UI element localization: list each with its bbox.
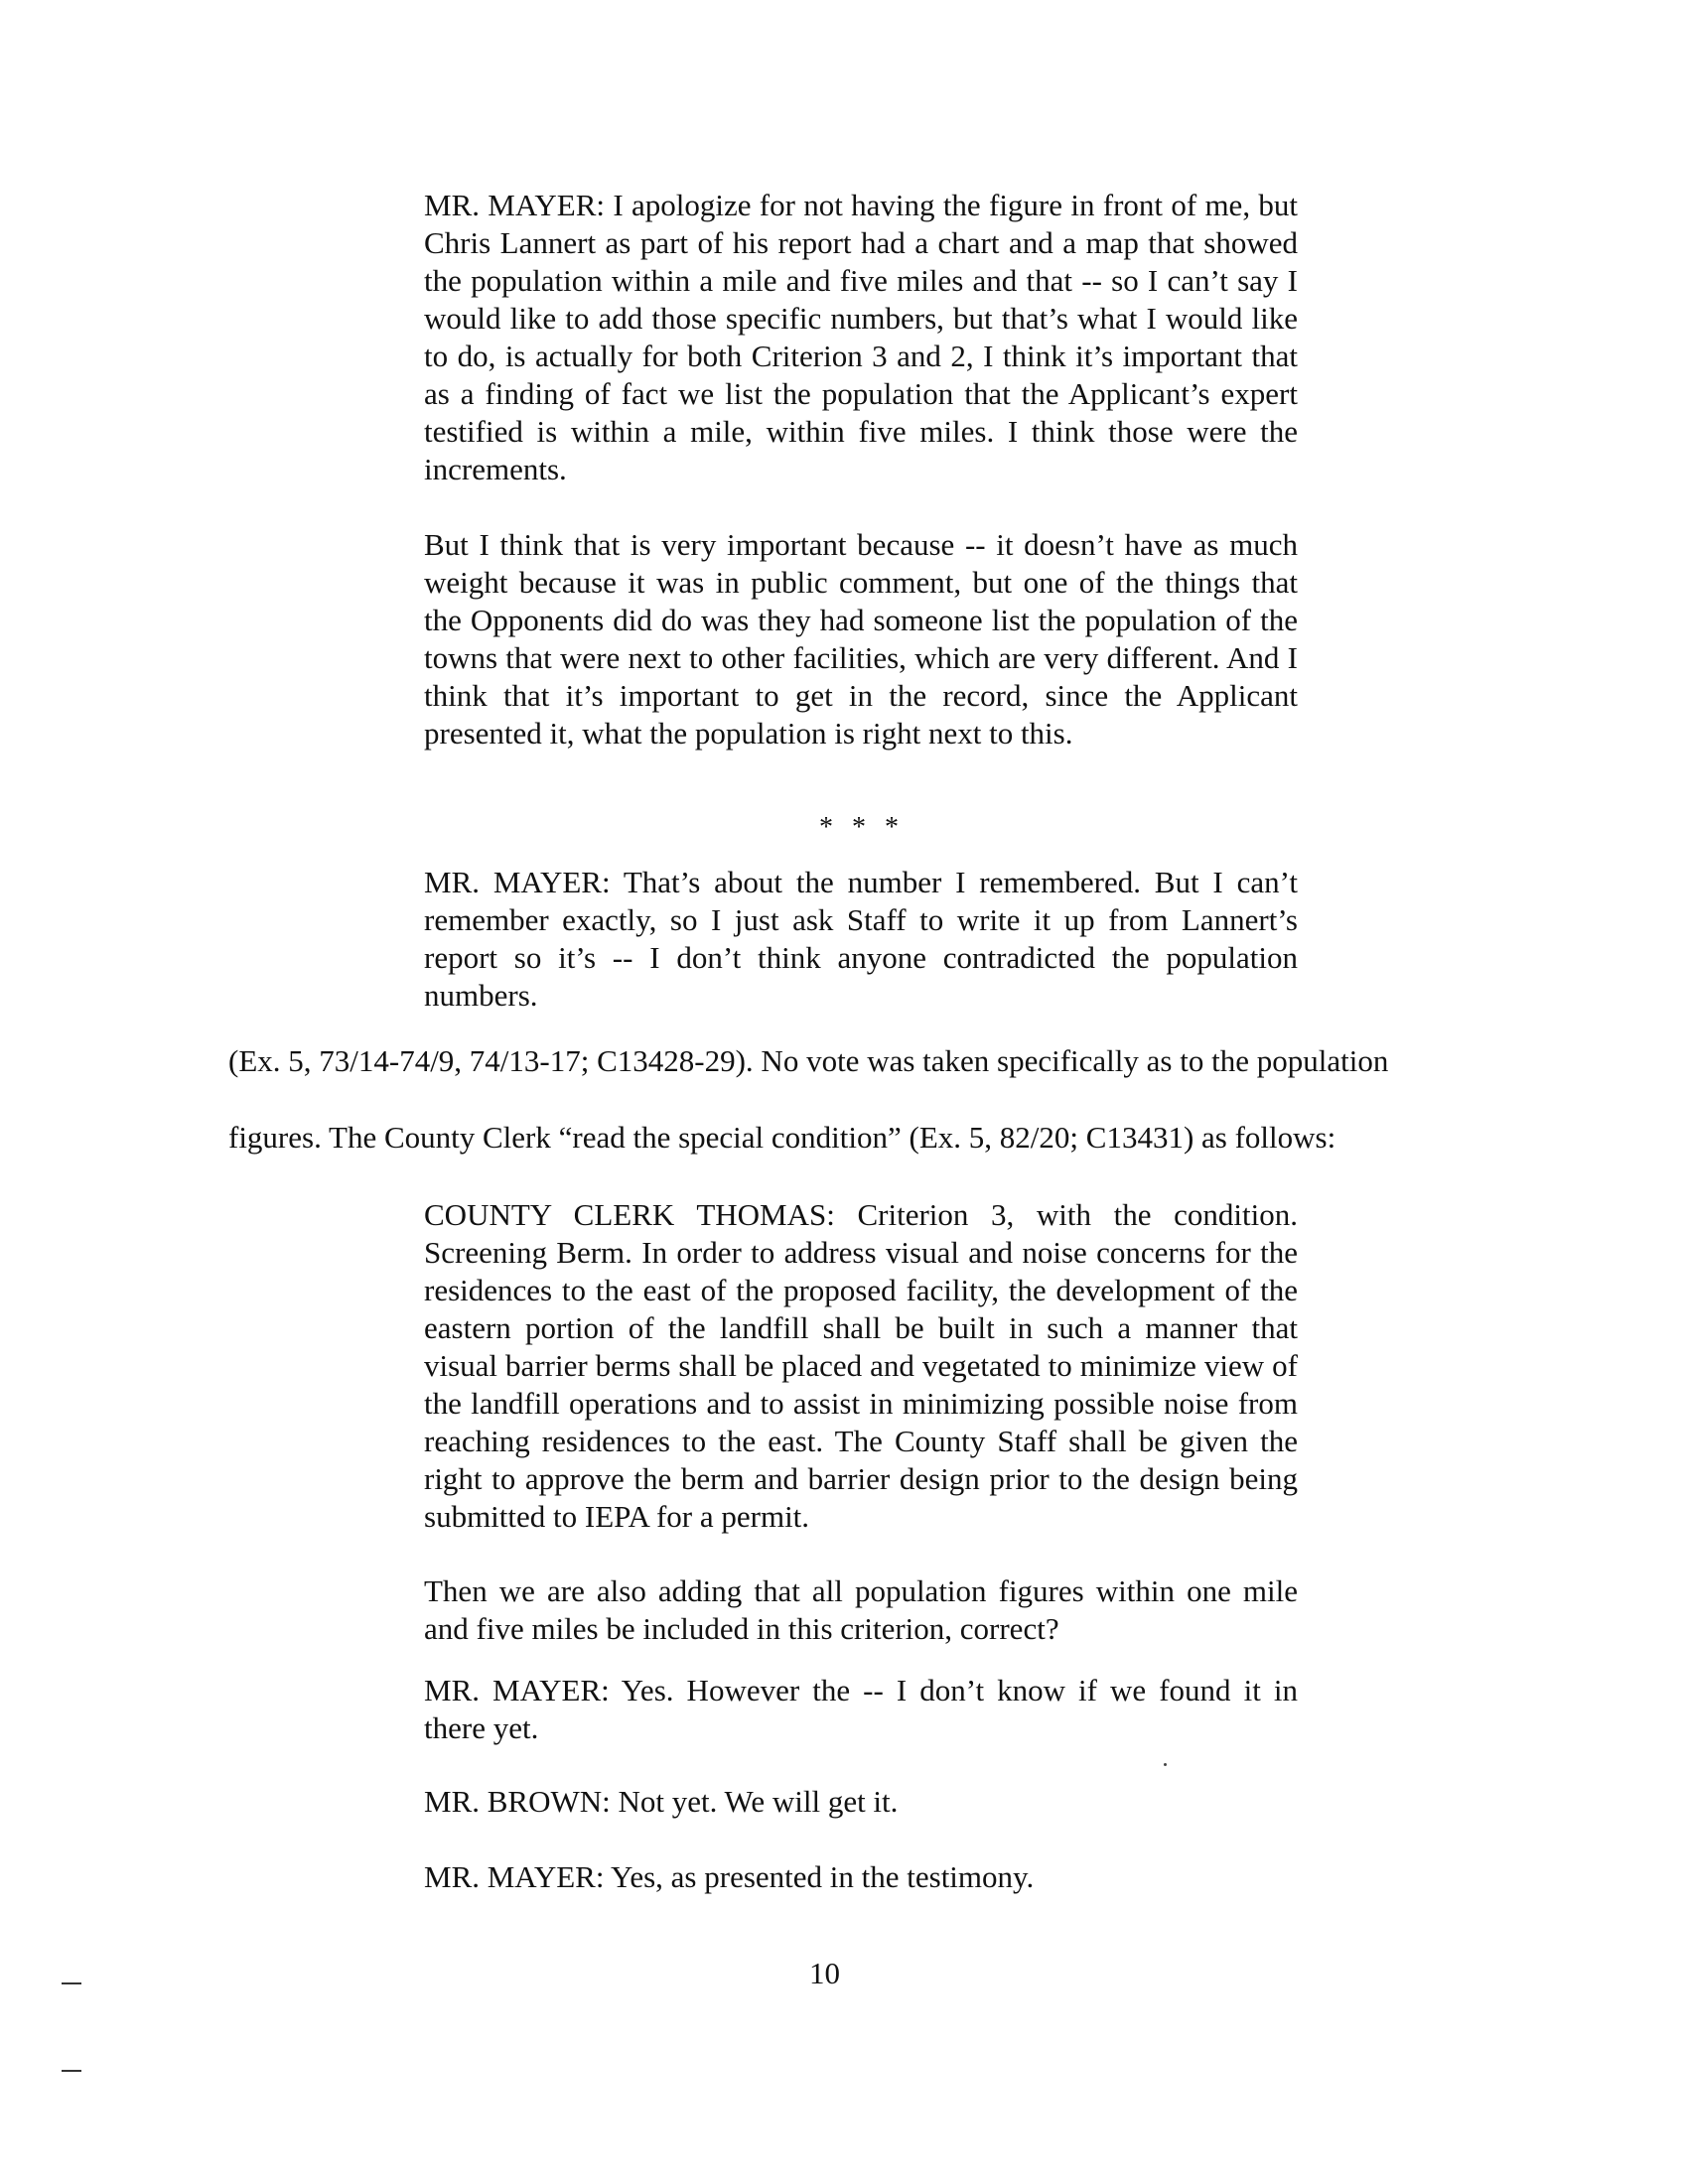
quote-paragraph-public-comment: But I think that is very important because -- it doesn’t have as much weight because it was in public comment, but one of the things that the Opponents did do was they had someone list the population of the towns that were next to other facilities, which are very different. And I think that it’s important to get in the record, since the Applicant presented it, what the population is right next to this.: [424, 527, 1298, 751]
quote-paragraph-county-clerk-condition: COUNTY CLERK THOMAS: Criterion 3, with the condition. Screening Berm. In order to address visual and noise concerns for the residences to the east of the proposed facility, the development of the eastern portion of the landfill shall be built in such a manner that visual barrier berms shall be placed and vegetated to minimize view of the landfill operations and to assist in minimizing possible noise from reaching residences to the east. The County Staff shall be given the right to approve the berm and barrier design prior to the design being submitted to IEPA for a permit.: [424, 1197, 1298, 1534]
scan-edge-mark: [62, 2070, 81, 2072]
body-text-line-county-clerk: figures. The County Clerk “read the special condition” (Ex. 5, 82/20; C13431) as follows:: [228, 1120, 1336, 1155]
scan-edge-mark: [62, 1982, 81, 1984]
page-number: 10: [809, 1956, 840, 1990]
quote-paragraph-mayer-testimony: MR. MAYER: Yes, as presented in the testimony.: [424, 1859, 1035, 1894]
scan-speck: [1164, 1763, 1167, 1766]
section-separator: * * *: [819, 812, 905, 843]
quote-paragraph-population-figures: Then we are also adding that all population figures within one mile and five miles be included in this criterion, correct?: [424, 1573, 1298, 1646]
quote-paragraph-mayer-yes: MR. MAYER: Yes. However the -- I don’t know if we found it in there yet.: [424, 1673, 1298, 1745]
body-text-line-citation: (Ex. 5, 73/14-74/9, 74/13-17; C13428-29). No vote was taken specifically as to the population: [228, 1043, 1389, 1078]
quote-paragraph-mayer-staff: MR. MAYER: That’s about the number I remembered. But I can’t remember exactly, so I just ask Staff to write it up from Lannert’s report so it’s -- I don’t think anyone contradicted the population numbers.: [424, 865, 1298, 1013]
quote-paragraph-mayer-population: MR. MAYER: I apologize for not having the figure in front of me, but Chris Lannert as part of his report had a chart and a map that showed the population within a mile and five miles and that -- so I can’t say I would like to add those specific numbers, but that’s what I would like to do, is actually for both Criterion 3 and 2, I think it’s important that as a finding of fact we list the population that the Applicant’s expert testified is within a mile, within five miles. I think those were the increments.: [424, 188, 1298, 486]
quote-paragraph-brown: MR. BROWN: Not yet. We will get it.: [424, 1784, 899, 1819]
